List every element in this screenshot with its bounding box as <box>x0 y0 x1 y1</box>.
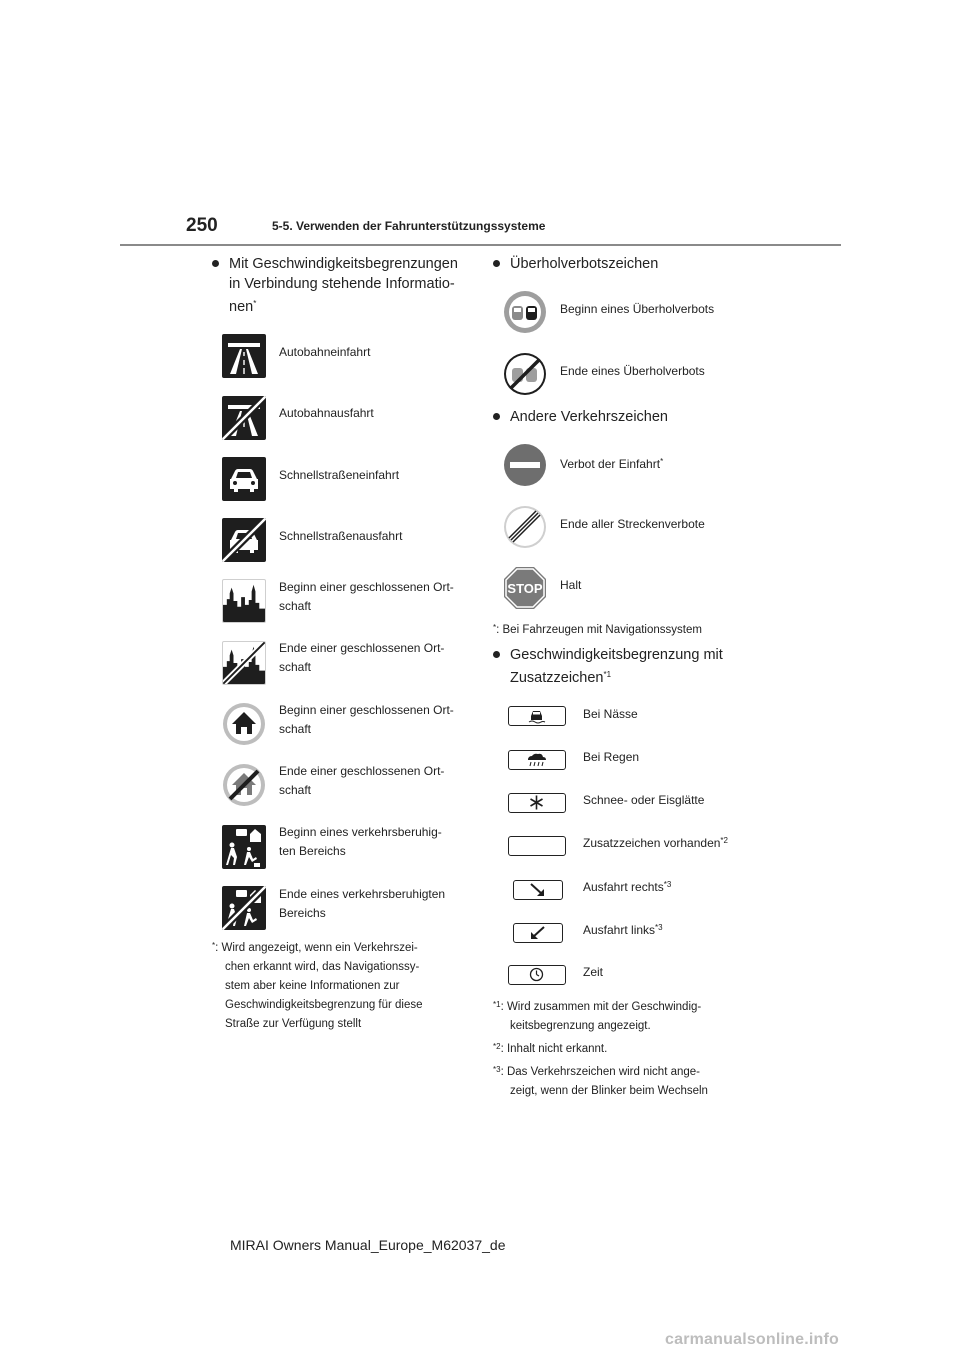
end-no-overtaking-icon <box>503 352 547 396</box>
list-item-label: Halt <box>560 578 582 592</box>
footnote-mark: *2 <box>720 836 728 845</box>
list-item-label: Bei Nässe <box>583 707 638 721</box>
list-item-label: schaft <box>279 722 312 736</box>
footnote-text: zeigt, wenn der Blinker beim Wechseln <box>510 1085 708 1097</box>
stop-sign-icon <box>503 566 547 610</box>
list-item-label: Zeit <box>583 965 604 979</box>
footnote-mark: *2 <box>493 1042 501 1051</box>
supplement-heading-line1: Geschwindigkeitsbegrenzung mit <box>510 647 723 663</box>
motorway-exit-icon <box>222 396 266 440</box>
section-title: 5-5. Verwenden der Fahrunterstützungssysteme <box>272 219 546 233</box>
list-item-label: schaft <box>279 660 312 674</box>
footnote-text: : Wird angezeigt, wenn ein Verkehrszei- <box>215 942 418 954</box>
supplement-footnote-3 <box>493 1063 753 1101</box>
left-heading-line1: Mit Geschwindigkeitsbegrenzungen <box>229 256 458 272</box>
page-number: 250 <box>186 215 218 236</box>
built-up-area-start-icon <box>222 702 266 746</box>
list-item-label: Bei Regen <box>583 750 640 764</box>
list-item-label: Bereichs <box>279 906 326 920</box>
footnote-text: Straße zur Verfügung stellt <box>225 1018 362 1030</box>
overtaking-heading-text: Überholverbotszeichen <box>510 256 659 272</box>
footnote-mark: * <box>493 623 497 632</box>
list-item-label: Ende eines verkehrsberuhigten <box>279 887 446 901</box>
footnote-text: chen erkannt wird, das Navigationssy- <box>225 961 420 973</box>
footnote-text: stem aber keine Informationen zur <box>225 980 400 992</box>
footnote-text: keitsbegrenzung angezeigt. <box>510 1020 651 1032</box>
list-item-label: Schnellstraßenausfahrt <box>279 529 403 543</box>
wet-road-icon <box>508 706 566 726</box>
stop-sign-text: STOP <box>507 581 543 596</box>
end-all-restrictions-icon <box>503 505 547 549</box>
list-item-label: Schnee- oder Eisglätte <box>583 793 705 807</box>
list-item-label <box>583 878 671 897</box>
list-item-label: Ende einer geschlossenen Ort- <box>279 764 445 778</box>
no-overtaking-icon <box>503 290 547 334</box>
manual-title: MIRAI Owners Manual_Europe_M62037_de <box>230 1237 506 1253</box>
no-entry-icon <box>503 443 547 487</box>
watermark: carmanualsonline.info <box>665 1331 840 1348</box>
list-item-label: Schnellstraßeneinfahrt <box>279 468 400 482</box>
blank-panel-label: Zusatzzeichen vorhanden <box>583 836 721 850</box>
list-item-label: ten Bereichs <box>279 844 346 858</box>
bullet-dot <box>493 651 500 658</box>
footnote-mark: *3 <box>663 880 672 889</box>
bullet-dot <box>212 260 219 267</box>
expressway-exit-icon <box>222 518 266 562</box>
list-item-label: Beginn einer geschlossenen Ort- <box>279 703 454 717</box>
left-footnote <box>212 939 472 1034</box>
left-heading <box>229 254 474 317</box>
list-item-label <box>560 455 663 474</box>
footnote-text: : Wird zusammen mit der Geschwindig- <box>500 1001 702 1013</box>
list-item-label <box>583 921 663 940</box>
list-item-label: Beginn eines Überholverbots <box>560 302 715 316</box>
list-item-label: Autobahnausfahrt <box>279 406 374 420</box>
arrow-down-left-icon <box>513 923 563 943</box>
footnote-text: : Das Verkehrszeichen wird nicht ange- <box>500 1066 700 1078</box>
supplement-footnote-2 <box>493 1040 753 1059</box>
list-item-label <box>583 834 728 853</box>
left-heading-line2: in Verbindung stehende Informatio- <box>229 276 455 292</box>
nav-footnote-text: : Bei Fahrzeugen mit Navigationssystem <box>496 624 702 636</box>
left-heading-line3: nen <box>229 299 254 315</box>
rain-icon <box>508 750 566 770</box>
arrow-down-right-icon <box>513 880 563 900</box>
footnote-mark: *3 <box>655 923 663 932</box>
list-item-label: Beginn einer geschlossenen Ort- <box>279 580 454 594</box>
snowflake-icon <box>508 793 566 813</box>
motorway-entry-icon <box>222 334 266 378</box>
footnote-mark: * <box>212 941 216 950</box>
town-exit-icon <box>222 641 266 685</box>
traffic-calmed-end-icon <box>222 886 266 930</box>
no-entry-label: Verbot der Einfahrt <box>560 457 661 471</box>
supplement-footnote-1 <box>493 998 753 1036</box>
expressway-entry-icon <box>222 457 266 501</box>
list-item-label: Autobahneinfahrt <box>279 345 371 359</box>
footnote-mark: *3 <box>493 1065 501 1074</box>
bullet-dot <box>493 413 500 420</box>
supplement-heading <box>510 645 750 688</box>
list-item-label: Ende einer geschlossenen Ort- <box>279 641 445 655</box>
supplement-heading-line2: Zusatzzeichen <box>510 670 604 686</box>
built-up-area-end-icon <box>222 763 266 807</box>
footnote-mark: *1 <box>493 1000 501 1009</box>
list-item-label: Ende eines Überholverbots <box>560 364 705 378</box>
exit-right-label: Ausfahrt rechts <box>583 880 664 894</box>
footnote-mark: * <box>660 457 664 466</box>
list-item-label: schaft <box>279 599 312 613</box>
left-heading-sup: * <box>253 299 257 308</box>
list-item-label: Beginn eines verkehrsberuhig- <box>279 825 442 839</box>
footnote-text: Geschwindigkeitsbegrenzung für diese <box>225 999 423 1011</box>
overtaking-heading <box>510 254 658 274</box>
traffic-calmed-start-icon <box>222 825 266 869</box>
other-signs-heading-text: Andere Verkehrszeichen <box>510 409 668 425</box>
nav-footnote <box>493 621 702 640</box>
exit-left-label: Ausfahrt links <box>583 923 656 937</box>
footnote-mark: *1 <box>603 670 612 679</box>
list-item-label: schaft <box>279 783 312 797</box>
header-rule <box>120 244 841 246</box>
clock-icon <box>508 965 566 985</box>
blank-panel-icon <box>508 836 566 856</box>
bullet-dot <box>493 260 500 267</box>
list-item-label: Ende aller Streckenverbote <box>560 517 705 531</box>
footnote-text: : Inhalt nicht erkannt. <box>500 1043 608 1055</box>
town-entry-icon <box>222 579 266 623</box>
other-signs-heading <box>510 407 668 427</box>
